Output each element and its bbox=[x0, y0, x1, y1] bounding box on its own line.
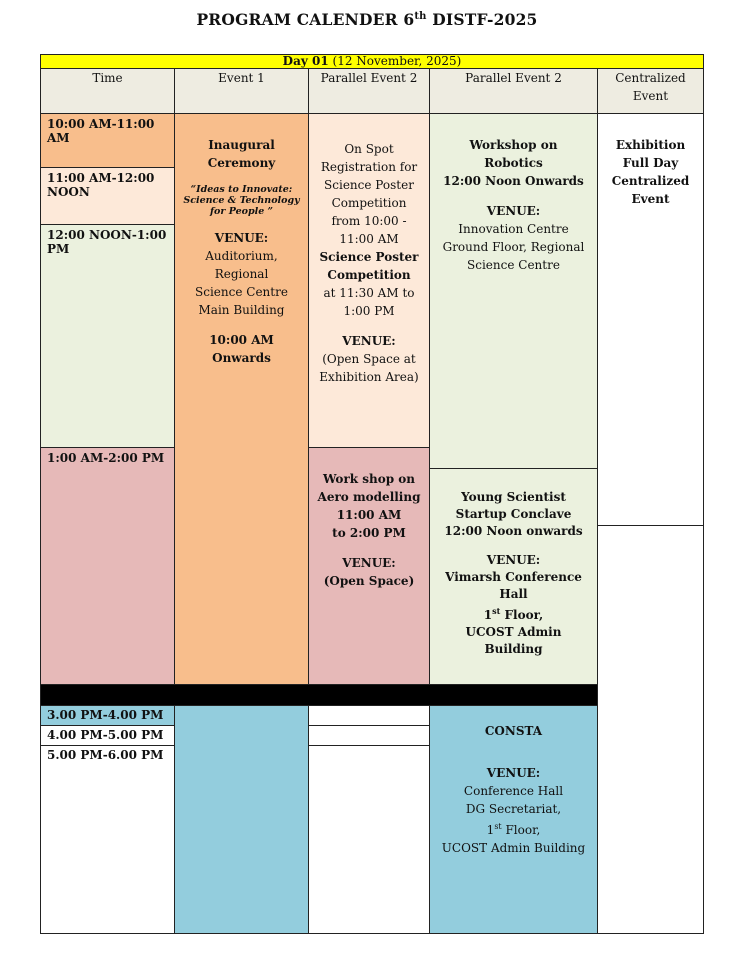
empty-cell bbox=[308, 725, 430, 746]
event1-afternoon-block bbox=[174, 705, 309, 934]
time-slot: 12:00 NOON-1:00 PM bbox=[40, 224, 175, 448]
event-aero-modelling-workshop: Work shop on Aero modelling 11:00 AM to 2:00 PM VENUE: (Open Space) bbox=[308, 447, 430, 685]
empty-cell bbox=[308, 745, 430, 934]
time-slot: 10:00 AM-11:00 AM bbox=[40, 113, 175, 168]
event-consta: CONSTA VENUE: Conference Hall DG Secretariat, 1st Floor, UCOST Admin Building bbox=[429, 705, 598, 934]
empty-cell bbox=[597, 525, 704, 934]
event-young-scientist-startup-conclave: Young Scientist Startup Conclave 12:00 Noon onwards VENUE: Vimarsh Conference Hall 1st Floor, UCOST Admin Building bbox=[429, 468, 598, 685]
column-header-parallel2: Parallel Event 2 bbox=[429, 68, 598, 114]
day-header: Day 01 (12 November, 2025) bbox=[40, 54, 704, 69]
time-slot: 11:00 AM-12:00 NOON bbox=[40, 167, 175, 225]
event-science-poster-competition: On Spot Registration for Science Poster Competition from 10:00 - 11:00 AM Science Poster Competition at 11:30 AM to 1:00 PM VENUE: (Open Space at Exhibition Area) bbox=[308, 113, 430, 448]
column-header-centralized: Centralized Event bbox=[597, 68, 704, 114]
event-inaugural-ceremony: Inaugural Ceremony “Ideas to Innovate: Science & Technology for People ” VENUE: Auditorium, Regional Science Centre Main Building 10:00 AM Onwards bbox=[174, 113, 309, 685]
time-slot: 1:00 AM-2:00 PM bbox=[40, 447, 175, 685]
column-header-event1: Event 1 bbox=[174, 68, 309, 114]
time-slot: 5.00 PM-6.00 PM bbox=[40, 745, 175, 934]
time-slot: 4.00 PM-5.00 PM bbox=[40, 725, 175, 746]
page-title: PROGRAM CALENDER 6th DISTF-2025 bbox=[196, 10, 538, 29]
separator-row bbox=[40, 684, 598, 706]
event-exhibition-centralized: Exhibition Full Day Centralized Event bbox=[597, 113, 704, 526]
column-header-time: Time bbox=[40, 68, 175, 114]
time-slot: 3.00 PM-4.00 PM bbox=[40, 705, 175, 726]
empty-cell bbox=[308, 705, 430, 726]
column-header-parallel1: Parallel Event 2 bbox=[308, 68, 430, 114]
event-robotics-workshop: Workshop on Robotics 12:00 Noon Onwards VENUE: Innovation Centre Ground Floor, Regional Science Centre bbox=[429, 113, 598, 469]
